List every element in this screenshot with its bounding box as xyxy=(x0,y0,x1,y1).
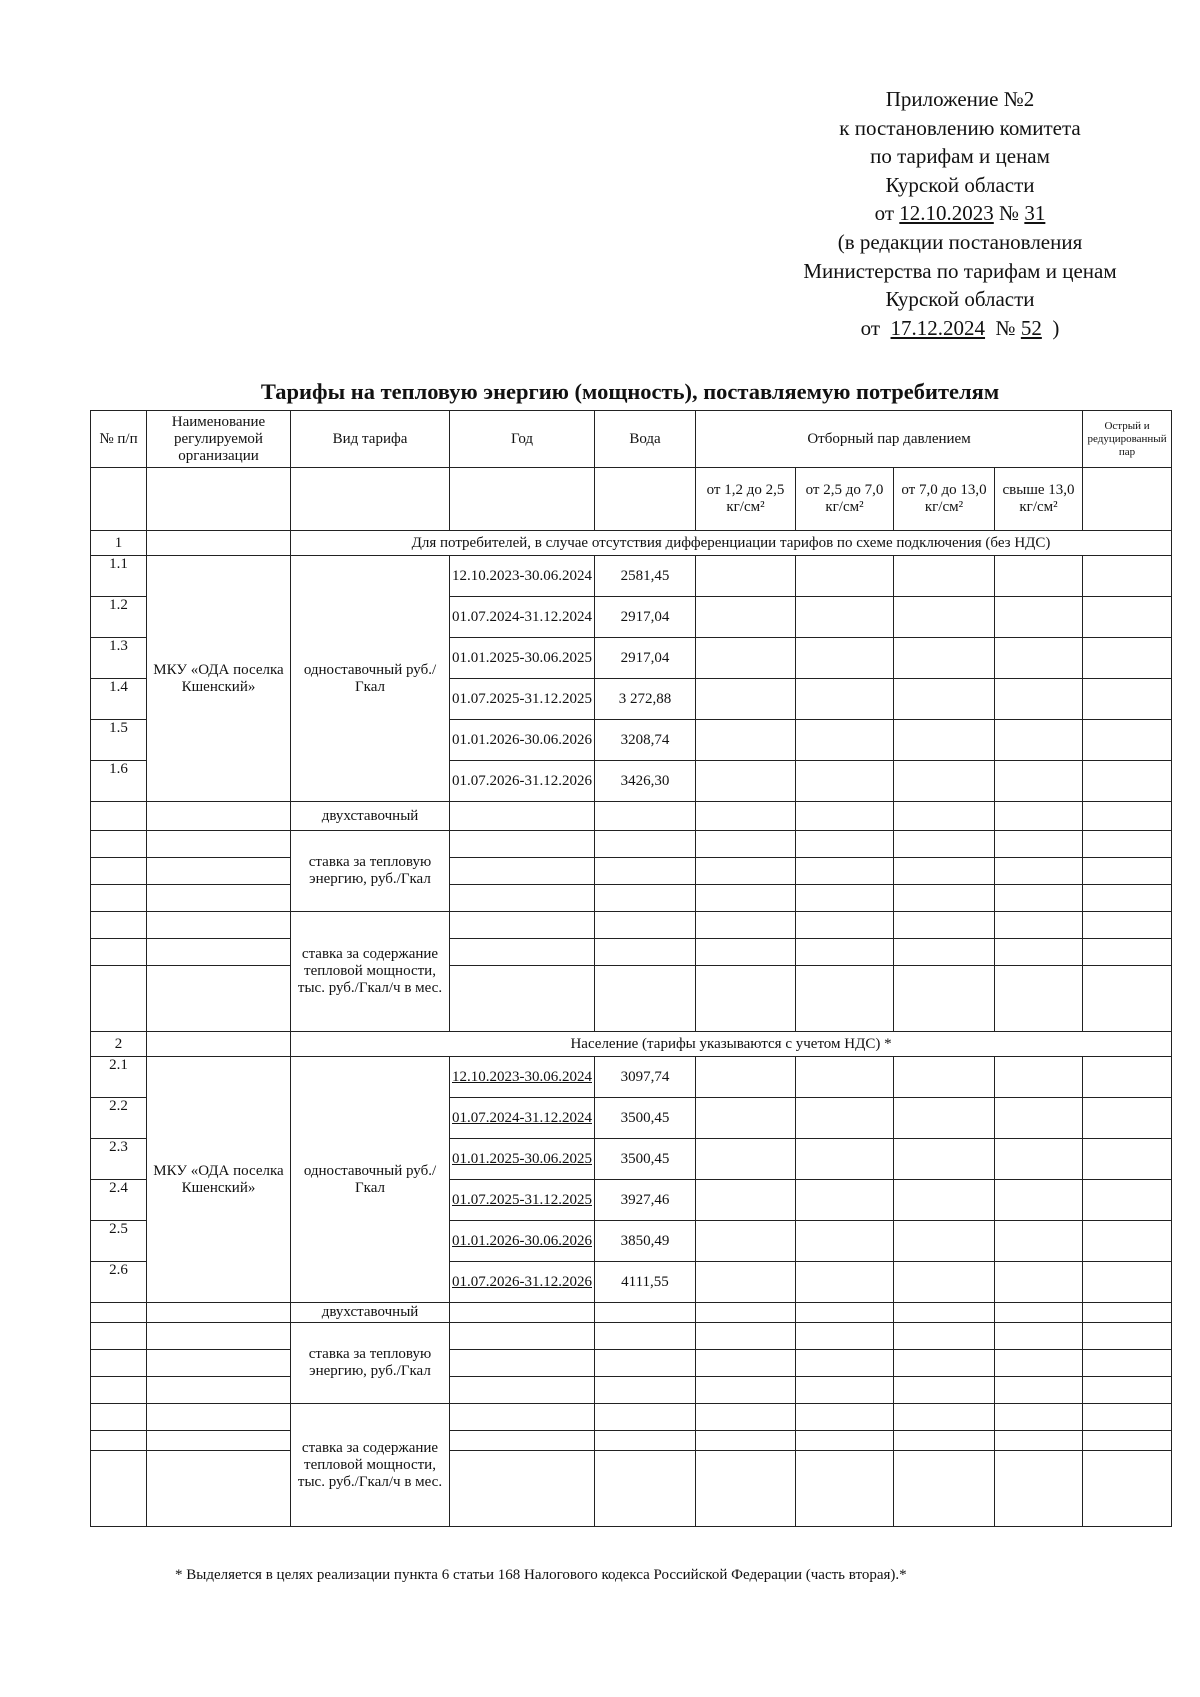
header-line: Министерства по тарифам и ценам xyxy=(803,258,1117,283)
col-header-org: Наименование регулируемой организации xyxy=(147,411,291,468)
resolution-reference: от 12.10.2023 № 31 xyxy=(874,201,1046,226)
col-header-year: Год xyxy=(450,411,595,468)
table-row: 1.6 01.07.2026-31.12.2026 3426,30 xyxy=(91,761,1172,802)
header-line: (в редакции постановления xyxy=(837,229,1083,254)
table-row: 2.3 01.01.2025-30.06.2025 3500,45 xyxy=(91,1139,1172,1180)
header-row xyxy=(91,411,1172,468)
header-line: по тарифам и ценам xyxy=(870,144,1050,169)
subcol-7-0-to-13-0: от 7,0 до 13,0 кг/см² xyxy=(894,468,995,531)
tariff-table xyxy=(90,410,1172,1527)
two-rate-label: двухставочный xyxy=(291,802,450,831)
col-header-sharp-steam: Острый и редуцированный пар xyxy=(1083,411,1172,468)
rate-power-label: ставка за содержание тепловой мощности, тыс. руб./Гкал/ч в мес. xyxy=(291,1404,450,1527)
subheader-row xyxy=(91,468,1172,531)
document-title: Тарифы на тепловую энергию (мощность), поставляемую потребителям xyxy=(260,379,1000,404)
subcol-2-5-to-7-0: от 2,5 до 7,0 кг/см² xyxy=(796,468,894,531)
section-row: 2 Население (тарифы указываются с учетом НДС) * xyxy=(91,1032,1172,1057)
document-header xyxy=(740,85,1180,342)
header-line: к постановлению комитета xyxy=(839,115,1081,140)
col-header-steam: Отборный пар давлением xyxy=(696,411,1083,468)
section-row: 1 Для потребителей, в случае отсутствия дифференциации тарифов по схеме подключения (без НДС) xyxy=(91,531,1172,556)
table-row: 2.1 МКУ «ОДА поселка Кшенский» одноставочный руб./Гкал 12.10.2023-30.06.2024 3097,74 xyxy=(91,1057,1172,1098)
section-title: Население (тарифы указываются с учетом НДС) * xyxy=(291,1032,1172,1057)
subcol-1-2-to-2-5: от 1,2 до 2,5 кг/см² xyxy=(696,468,796,531)
subcol-over-13-0: свыше 13,0 кг/см² xyxy=(995,468,1083,531)
table-row: 1.5 01.01.2026-30.06.2026 3208,74 xyxy=(91,720,1172,761)
edition-date: 17.12.2024 xyxy=(890,315,986,340)
appendix-title: Приложение №2 xyxy=(885,87,1035,111)
table-row: 2.6 01.07.2026-31.12.2026 4111,55 xyxy=(91,1262,1172,1303)
header-line: Курской области xyxy=(885,172,1035,197)
resolution-date: 12.10.2023 xyxy=(899,201,994,226)
header-line: Курской области xyxy=(885,287,1035,312)
two-rate-row xyxy=(91,802,1172,831)
table-row: 1.1 МКУ «ОДА поселка Кшенский» одноставочный руб./Гкал 12.10.2023-30.06.2024 2581,45 xyxy=(91,556,1172,597)
org-name: МКУ «ОДА поселка Кшенский» xyxy=(147,1057,291,1303)
table-row: 2.5 01.01.2026-30.06.2026 3850,49 xyxy=(91,1221,1172,1262)
footnote: * Выделяется в целях реализации пункта 6 статьи 168 Налогового кодекса Российской Федерации (часть вторая).* xyxy=(175,1567,907,1583)
tariff-type: одноставочный руб./Гкал xyxy=(291,556,450,802)
table-row: 2.2 01.07.2024-31.12.2024 3500,45 xyxy=(91,1098,1172,1139)
two-rate-row xyxy=(91,1303,1172,1323)
rate-power-label: ставка за содержание тепловой мощности, тыс. руб./Гкал/ч в мес. xyxy=(291,912,450,1032)
tariff-type: одноставочный руб./Гкал xyxy=(291,1057,450,1303)
rate-energy-label: ставка за тепловую энергию, руб./Гкал xyxy=(291,831,450,912)
resolution-number: 31 xyxy=(1024,201,1046,226)
table-row: 1.3 01.01.2025-30.06.2025 2917,04 xyxy=(91,638,1172,679)
two-rate-label: двухставочный xyxy=(291,1303,450,1323)
col-header-type: Вид тарифа xyxy=(291,411,450,468)
col-header-water: Вода xyxy=(595,411,696,468)
col-header-num: № п/п xyxy=(91,411,147,468)
table-row: 1.4 01.07.2025-31.12.2025 3 272,88 xyxy=(91,679,1172,720)
rate-energy-label: ставка за тепловую энергию, руб./Гкал xyxy=(291,1323,450,1404)
edition-number: 52 xyxy=(1020,315,1042,340)
section-title: Для потребителей, в случае отсутствия дифференциации тарифов по схеме подключения (без НДС) xyxy=(291,531,1172,556)
table-row: 1.2 01.07.2024-31.12.2024 2917,04 xyxy=(91,597,1172,638)
org-name: МКУ «ОДА поселка Кшенский» xyxy=(147,556,291,802)
table-row: 2.4 01.07.2025-31.12.2025 3927,46 xyxy=(91,1180,1172,1221)
edition-reference: от 17.12.2024 № 52 ) xyxy=(860,315,1060,340)
